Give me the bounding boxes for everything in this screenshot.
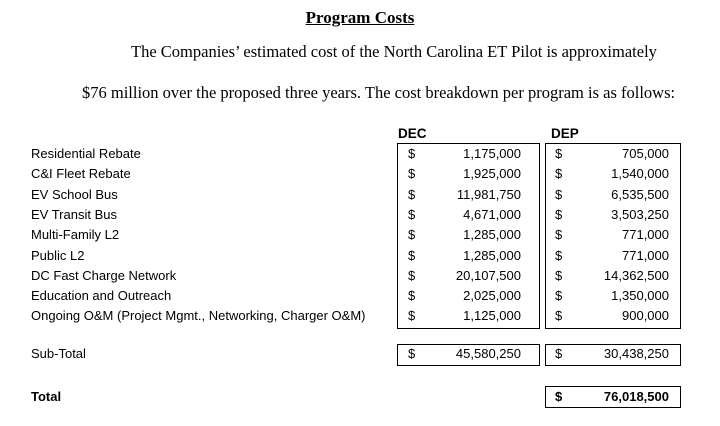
column-header-dep: DEP — [551, 126, 579, 141]
row-dec-currency: $ — [408, 166, 416, 181]
row-dec-value: 1,175,000 — [463, 146, 521, 161]
row-dep-currency: $ — [555, 146, 563, 161]
row-dec-currency: $ — [408, 248, 416, 263]
total-value: 76,018,500 — [603, 389, 669, 404]
total-label: Total — [31, 389, 62, 404]
row-dep-value: 6,535,500 — [611, 187, 669, 202]
row-dep-value: 1,350,000 — [611, 288, 669, 303]
row-dep-currency: $ — [555, 268, 563, 283]
row-dec-value: 4,671,000 — [463, 207, 521, 222]
row-dep-value: 771,000 — [622, 227, 669, 242]
row-label: Education and Outreach — [31, 288, 172, 303]
row-dec-currency: $ — [408, 187, 416, 202]
subtotal-dec-value: 45,580,250 — [455, 346, 521, 361]
row-dec-value: 2,025,000 — [463, 288, 521, 303]
column-header-dec: DEC — [398, 126, 427, 141]
row-label: Ongoing O&M (Project Mgmt., Networking, Charger O&M) — [31, 308, 366, 323]
row-dep-currency: $ — [555, 308, 563, 323]
intro-line-1: The Companies’ estimated cost of the North Carolina ET Pilot is approximately — [131, 42, 657, 61]
row-label: Multi-Family L2 — [31, 227, 120, 242]
row-dec-currency: $ — [408, 268, 416, 283]
row-dep-value: 1,540,000 — [611, 166, 669, 181]
row-dec-currency: $ — [408, 207, 416, 222]
row-dep-value: 3,503,250 — [611, 207, 669, 222]
row-dec-currency: $ — [408, 227, 416, 242]
row-dep-currency: $ — [555, 248, 563, 263]
row-label: DC Fast Charge Network — [31, 268, 177, 283]
row-dec-value: 1,925,000 — [463, 166, 521, 181]
row-dec-currency: $ — [408, 308, 416, 323]
row-label: Public L2 — [31, 248, 85, 263]
row-dep-currency: $ — [555, 166, 563, 181]
row-label: Residential Rebate — [31, 146, 141, 161]
page-heading: Program Costs — [305, 8, 415, 27]
row-dep-value: 705,000 — [622, 146, 669, 161]
subtotal-dep-value: 30,438,250 — [603, 346, 669, 361]
row-dep-currency: $ — [555, 227, 563, 242]
row-dec-currency: $ — [408, 146, 416, 161]
row-dep-value: 771,000 — [622, 248, 669, 263]
subtotal-dec-currency: $ — [408, 346, 416, 361]
row-dec-value: 20,107,500 — [455, 268, 521, 283]
subtotal-dep-currency: $ — [555, 346, 563, 361]
row-dep-currency: $ — [555, 187, 563, 202]
row-label: C&I Fleet Rebate — [31, 166, 131, 181]
subtotal-label: Sub-Total — [31, 346, 86, 361]
row-dep-currency: $ — [555, 288, 563, 303]
total-currency: $ — [555, 389, 563, 404]
row-dec-value: 1,285,000 — [463, 227, 521, 242]
intro-line-2: $76 million over the proposed three years. The cost breakdown per program is as follows: — [82, 83, 676, 102]
row-dep-value: 14,362,500 — [603, 268, 669, 283]
row-dec-currency: $ — [408, 288, 416, 303]
row-label: EV Transit Bus — [31, 207, 117, 222]
row-dec-value: 1,285,000 — [463, 248, 521, 263]
row-dep-value: 900,000 — [622, 308, 669, 323]
row-label: EV School Bus — [31, 187, 118, 202]
row-dec-value: 1,125,000 — [463, 308, 521, 323]
row-dec-value: 11,981,750 — [456, 187, 521, 202]
row-dep-currency: $ — [555, 207, 563, 222]
